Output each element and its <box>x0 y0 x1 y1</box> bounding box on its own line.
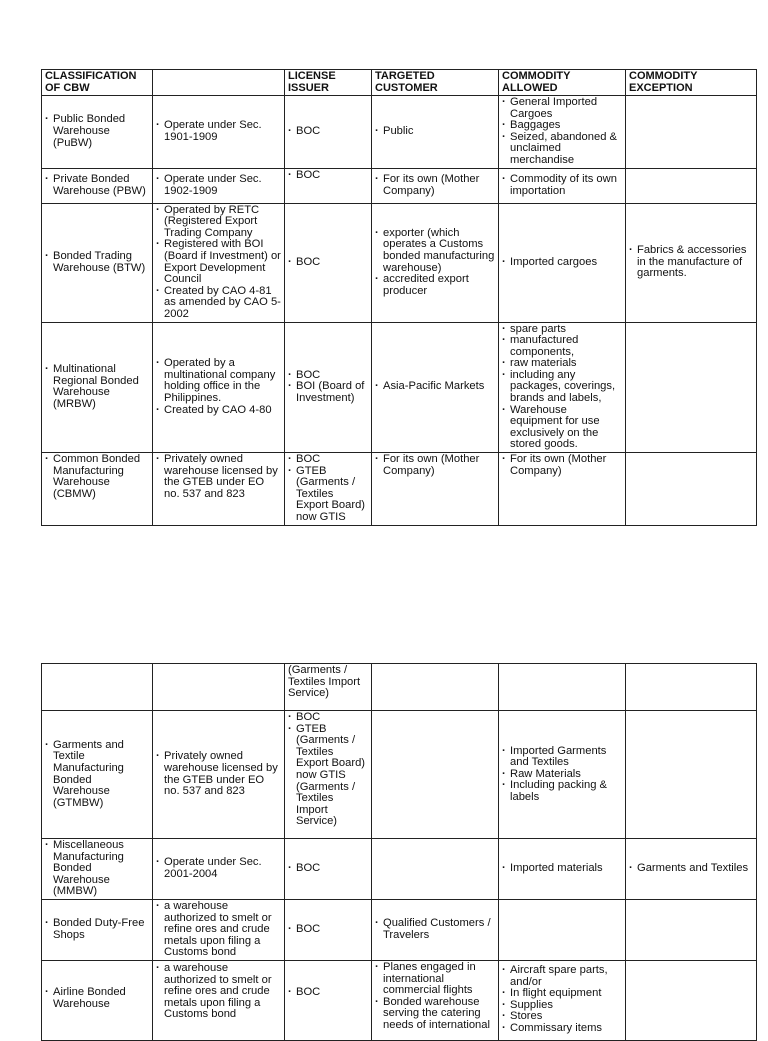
cell-allowed <box>499 322 626 453</box>
cell-description <box>153 711 285 839</box>
list-item: · Multinational Regional Bonded Warehouse (MRBW) <box>45 364 149 410</box>
list-item: · Commodity of its own importation <box>502 174 622 197</box>
list-item: · Created by CAO 4-80 <box>156 405 281 417</box>
cell-customer <box>372 453 499 526</box>
cell-description <box>153 203 285 322</box>
cell-customer <box>372 96 499 169</box>
list-item: · Including packing & labels <box>502 780 622 803</box>
list-item: · Miscellaneous Manufacturing Bonded Warehouse (MMBW) <box>45 840 149 898</box>
cell-description <box>153 96 285 169</box>
list-item: · BOC <box>288 170 368 182</box>
list-item: · BOC <box>288 454 368 466</box>
table-row <box>42 203 757 322</box>
list-item: · Stores <box>502 1011 622 1023</box>
cell-allowed <box>499 960 626 1040</box>
cell-issuer <box>285 664 372 711</box>
list-item: · BOC <box>288 863 368 875</box>
list-item: · GTEB (Garments / Textiles Export Board) now GTIS (Garments / Textiles Import Service) <box>288 724 368 828</box>
list-item: · Aircraft spare parts, and/or <box>502 965 622 988</box>
list-item: · Supplies <box>502 1000 622 1012</box>
list-item: · For its own (Mother Company) <box>502 454 622 477</box>
list-item: · Bonded Trading Warehouse (BTW) <box>45 251 149 274</box>
cell-allowed <box>499 839 626 900</box>
cell-classification <box>42 96 153 169</box>
cell-classification <box>42 203 153 322</box>
cell-allowed <box>499 664 626 711</box>
cell-classification <box>42 453 153 526</box>
cell-customer <box>372 960 499 1040</box>
list-item: · Asia-Pacific Markets <box>375 381 495 393</box>
list-item: · Garments and Textiles <box>629 863 753 875</box>
cell-allowed <box>499 711 626 839</box>
cell-exception <box>626 168 757 203</box>
list-item: · Operated by RETC (Registered Export Trading Company <box>156 205 281 240</box>
table-header-row <box>42 70 757 96</box>
list-item: · Public Bonded Warehouse (PuBW) <box>45 114 149 149</box>
list-item: · Garments and Textile Manufacturing Bonded Warehouse (GTMBW) <box>45 740 149 810</box>
cell-exception <box>626 664 757 711</box>
cell-issuer <box>285 96 372 169</box>
list-item: · including any packages, coverings, brands and labels, <box>502 370 622 405</box>
cell-customer <box>372 168 499 203</box>
table-row <box>42 899 757 960</box>
list-item: · Registered with BOI (Board if Investment) or Export Development Council <box>156 239 281 285</box>
cell-issuer <box>285 322 372 453</box>
list-item: · Privately owned warehouse licensed by the GTEB under EO no. 537 and 823 <box>156 751 281 797</box>
list-item: · Raw Materials <box>502 769 622 781</box>
list-item: · raw materials <box>502 358 622 370</box>
table-row <box>42 960 757 1040</box>
list-item: · Privately owned warehouse licensed by the GTEB under EO no. 537 and 823 <box>156 454 281 500</box>
header-blank <box>153 70 285 96</box>
table-row <box>42 168 757 203</box>
cell-issuer <box>285 711 372 839</box>
list-item: · Warehouse equipment for use exclusively on the stored goods. <box>502 405 622 451</box>
list-item: · Operate under Sec. 2001-2004 <box>156 857 281 880</box>
list-item: · Fabrics & accessories in the manufacture of garments. <box>629 245 753 280</box>
list-item: · manufactured components, <box>502 335 622 358</box>
cell-exception <box>626 96 757 169</box>
list-item: · Qualified Customers / Travelers <box>375 918 495 941</box>
list-item: · BOC <box>288 987 368 999</box>
list-item: · GTEB (Garments / Textiles Export Board) now GTIS <box>288 466 368 524</box>
cell-classification <box>42 322 153 453</box>
cell-issuer <box>285 453 372 526</box>
header-license-issuer: LICENSE ISSUER <box>285 70 372 96</box>
issuer-continuation-text: (Garments / Textiles Import Service) <box>288 664 361 700</box>
cell-issuer <box>285 899 372 960</box>
list-item: · Imported Garments and Textiles <box>502 746 622 769</box>
list-item: · Seized, abandoned & unclaimed merchandise <box>502 132 622 167</box>
list-item: · Operate under Sec. 1902-1909 <box>156 174 281 197</box>
list-item: · BOC <box>288 924 368 936</box>
list-item: · Operate under Sec. 1901-1909 <box>156 120 281 143</box>
cell-classification <box>42 960 153 1040</box>
cell-customer <box>372 711 499 839</box>
cbw-classification-table-1 <box>41 69 757 526</box>
list-item: · BOC <box>288 257 368 269</box>
cell-exception <box>626 203 757 322</box>
cell-exception <box>626 453 757 526</box>
cell-classification <box>42 664 153 711</box>
cell-exception <box>626 960 757 1040</box>
cell-issuer <box>285 168 372 203</box>
cell-classification <box>42 899 153 960</box>
list-item: · Commissary items <box>502 1023 622 1035</box>
list-item: · For its own (Mother Company) <box>375 174 495 197</box>
cell-customer <box>372 322 499 453</box>
cell-customer <box>372 839 499 900</box>
cell-customer <box>372 899 499 960</box>
list-item: · BOC <box>288 126 368 138</box>
header-commodity-allowed: COMMODITY ALLOWED <box>499 70 626 96</box>
cell-classification <box>42 839 153 900</box>
cell-allowed <box>499 899 626 960</box>
list-item: · BOC <box>288 370 368 382</box>
cell-issuer <box>285 203 372 322</box>
cell-classification <box>42 711 153 839</box>
list-item: · For its own (Mother Company) <box>375 454 495 477</box>
list-item: · exporter (which operates a Customs bonded manufacturing warehouse) <box>375 228 495 274</box>
list-item: · Operated by a multinational company holding office in the Philippines. <box>156 358 281 404</box>
list-item: · a warehouse authorized to smelt or refine ores and crude metals upon filing a Customs bond <box>156 901 281 959</box>
table-row <box>42 96 757 169</box>
list-item: · accredited export producer <box>375 274 495 297</box>
cell-issuer <box>285 839 372 900</box>
list-item: · Baggages <box>502 120 622 132</box>
table-row <box>42 839 757 900</box>
cell-allowed <box>499 203 626 322</box>
list-item: · General Imported Cargoes <box>502 97 622 120</box>
cell-issuer <box>285 960 372 1040</box>
cell-customer <box>372 664 499 711</box>
cell-exception <box>626 711 757 839</box>
list-item: · Bonded Duty-Free Shops <box>45 918 149 941</box>
table-row <box>42 711 757 839</box>
cell-description <box>153 453 285 526</box>
header-classification: CLASSIFICATION OF CBW <box>42 70 153 96</box>
cell-allowed <box>499 168 626 203</box>
list-item: · Private Bonded Warehouse (PBW) <box>45 174 149 197</box>
cell-allowed <box>499 453 626 526</box>
cell-description <box>153 839 285 900</box>
cell-allowed <box>499 96 626 169</box>
list-item: · a warehouse authorized to smelt or refine ores and crude metals upon filing a Customs bond <box>156 963 281 1021</box>
cell-description <box>153 664 285 711</box>
cell-exception <box>626 899 757 960</box>
header-commodity-exception: COMMODITY EXCEPTION <box>626 70 757 96</box>
table-row <box>42 664 757 711</box>
list-item: · Imported materials <box>502 863 622 875</box>
cell-exception <box>626 839 757 900</box>
list-item: · Airline Bonded Warehouse <box>45 987 149 1010</box>
list-item: · Bonded warehouse serving the catering needs of international <box>375 997 495 1032</box>
list-item: · Public <box>375 126 495 138</box>
cell-customer <box>372 203 499 322</box>
cbw-classification-table-2 <box>41 663 757 1041</box>
cell-exception <box>626 322 757 453</box>
cell-description <box>153 960 285 1040</box>
cell-description <box>153 899 285 960</box>
table-row <box>42 322 757 453</box>
list-item: · spare parts <box>502 324 622 336</box>
list-item: · In flight equipment <box>502 988 622 1000</box>
list-item: · BOC <box>288 712 368 724</box>
cell-description <box>153 168 285 203</box>
list-item: · Imported cargoes <box>502 257 622 269</box>
cell-description <box>153 322 285 453</box>
cell-classification <box>42 168 153 203</box>
table-row <box>42 453 757 526</box>
list-item: · Created by CAO 4-81 as amended by CAO 5-2002 <box>156 286 281 321</box>
list-item: · Planes engaged in international commercial flights <box>375 962 495 997</box>
list-item: · Common Bonded Manufacturing Warehouse (CBMW) <box>45 454 149 500</box>
header-targeted-customer: TARGETED CUSTOMER <box>372 70 499 96</box>
list-item: · BOI (Board of Investment) <box>288 381 368 404</box>
